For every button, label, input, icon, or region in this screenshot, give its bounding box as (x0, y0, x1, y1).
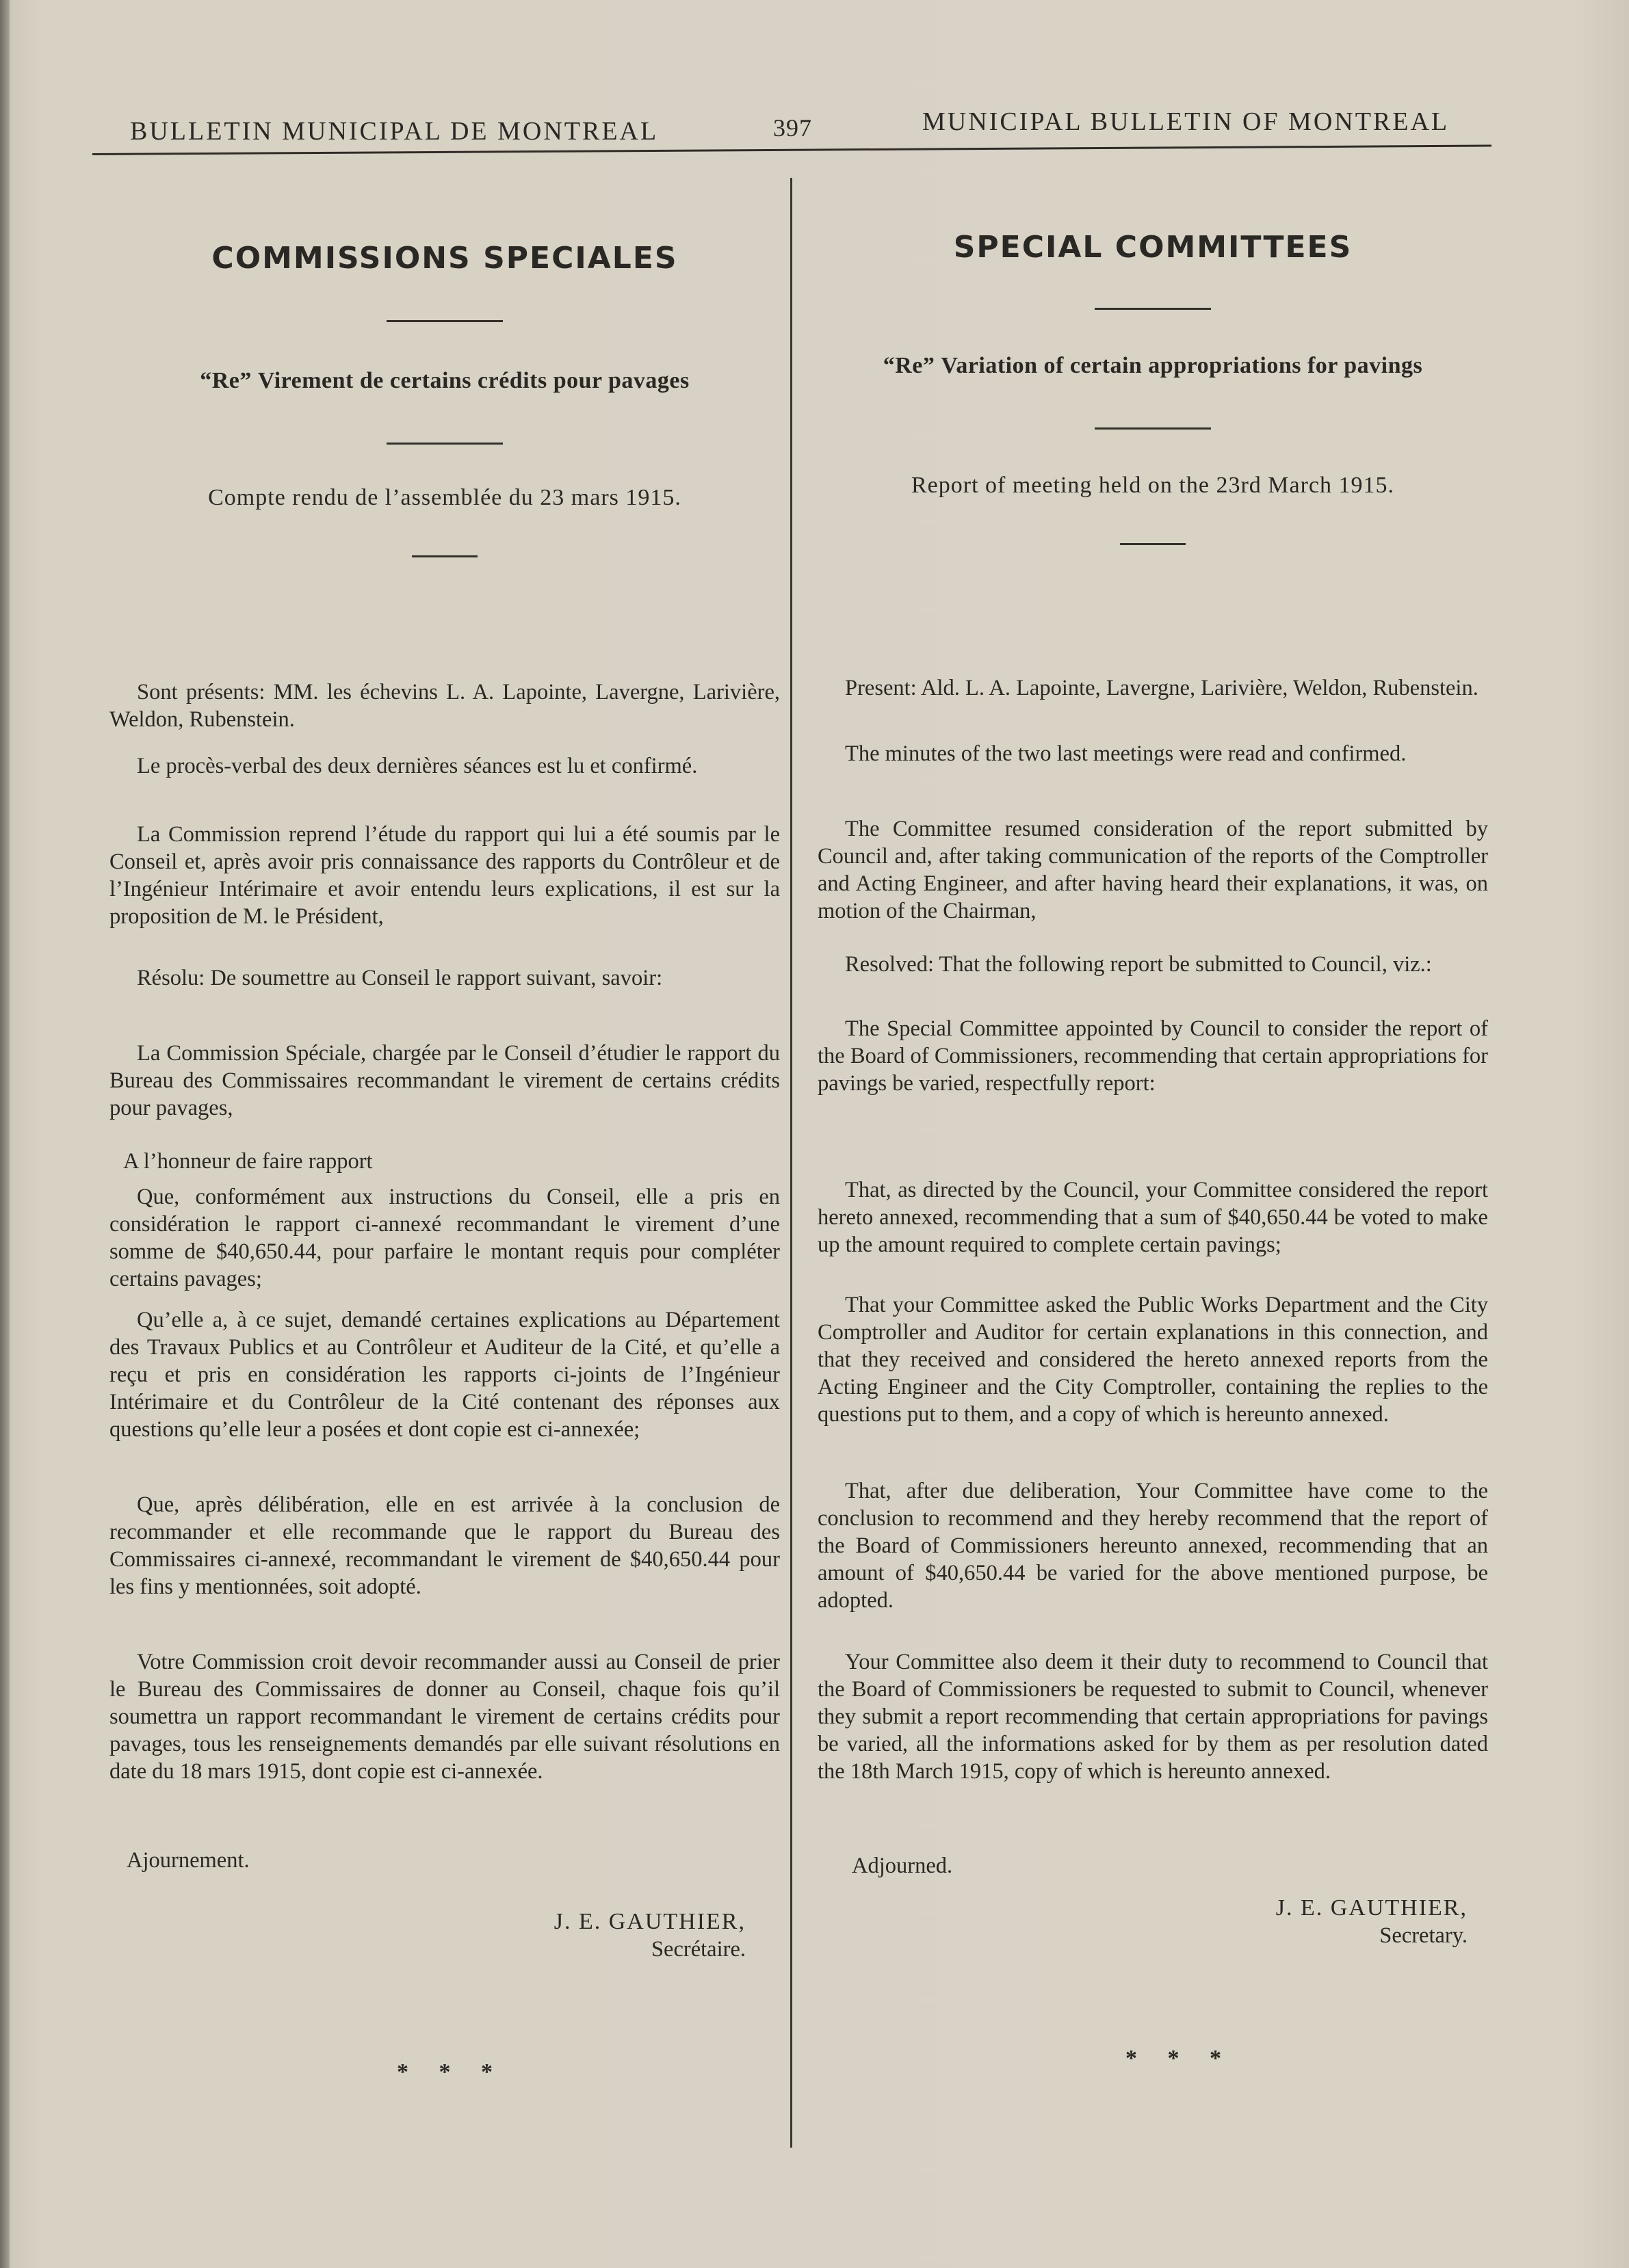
french-adjournment: Ajournement. (127, 1848, 250, 1873)
english-that-paragraph-2: That your Committee asked the Public Works Department and the City Comptroller and Auditor for certain explanations in this connection, and that they received and considered the hereto annexed reports from the Acting Engineer and the City Comptroller, containing the replies to the questions put to them, and a copy of which is hereunto annexed. (818, 1293, 1488, 1427)
english-subtitle (818, 352, 1488, 380)
french-meeting-line: Compte rendu de l’assemblée du 23 mars 1915. (208, 485, 681, 510)
page-number: 397 (773, 114, 812, 142)
french-special-commission: La Commission Spéciale, chargée par le Conseil d’étudier le rapport du Bureau des Commissaires recommandant le virement de certains crédits pour pavages, (109, 1041, 780, 1120)
english-minutes: The minutes of the two last meetings were read and confirmed. (845, 741, 1407, 766)
french-subtitle (109, 367, 780, 395)
heading-rule (1095, 308, 1211, 310)
signature-name: J. E. GAUTHIER, (553, 1909, 746, 1934)
subtitle-rule (1095, 427, 1211, 430)
meeting-rule (412, 555, 478, 557)
english-adjournment: Adjourned. (852, 1854, 953, 1878)
french-column (109, 205, 780, 2085)
french-resolu: Résolu: De soumettre au Conseil le rapport suivant, savoir: (137, 966, 663, 990)
french-que-paragraph-3: Que, après délibération, elle en est arrivée à la conclusion de recommander et elle recommande que le rapport du Bureau des Commissaires ci-annexé, recommandant le virement de $40,650.44 pour les fins y mentionnées, soit adopté. (109, 1492, 780, 1599)
subtitle-quote: “Re” (200, 368, 252, 393)
english-also-paragraph: Your Committee also deem it their duty to recommend to Council that the Board of Commissioners be requested to submit to Council, whenever they submit a report recommending that certain appropriations for pavings be varied, all the informations asked for by them as per resolution dated the 18th March 1915, copy of which is hereunto annexed. (818, 1650, 1488, 1784)
french-honneur: A l’honneur de faire rapport (123, 1149, 373, 1174)
english-signature (1201, 1895, 1468, 1949)
english-heading: SPECIAL COMMITTEES (953, 230, 1353, 265)
french-present: Sont présents: MM. les échevins L. A. Lapointe, Lavergne, Larivière, Weldon, Rubenstein. (109, 680, 780, 732)
french-commission-paragraph: La Commission reprend l’étude du rapport qui lui a été soumis par le Conseil et, après avoir pris connaissance des rapports du Contrôleur et de l’Ingénieur Intérimaire et avoir entendu leurs explications, il est sur la proposition de M. le Président, (109, 822, 780, 929)
french-minutes: Le procès-verbal des deux dernières séances est lu et confirmé. (137, 754, 698, 778)
french-signature (493, 1908, 746, 1963)
english-special-committee: The Special Committee appointed by Council to consider the report of the Board of Commissioners, recommending that certain appropriations for pavings be varied, respectfully report: (818, 1016, 1488, 1096)
header-english-title: MUNICIPAL BULLETIN OF MONTREAL (922, 107, 1450, 136)
english-meeting-line: Report of meeting held on the 23rd March 1915. (911, 473, 1394, 498)
section-end-stars: * * * (1125, 2046, 1234, 2071)
signature-name: J. E. GAUTHIER, (1275, 1895, 1468, 1921)
subtitle-quote: “Re” (883, 353, 935, 378)
signature-title: Secrétaire. (651, 1937, 746, 1962)
english-resolved: Resolved: That the following report be submitted to Council, viz.: (845, 952, 1432, 977)
french-que-paragraph-2: Qu’elle a, à ce sujet, demandé certaines explications au Département des Travaux Publics et au Contrôleur et Auditeur de la Cité, et qu’elle a reçu et pris en considération les rapports ci-joints de l’Ingénieur Intérimaire et du Contrôleur de la Cité contenant des réponses aux questions qu’elle leur a posées et dont copie est ci-annexée; (109, 1308, 780, 1442)
english-present: Present: Ald. L. A. Lapointe, Lavergne, Larivière, Weldon, Rubenstein. (845, 676, 1478, 700)
page-binding-edge (0, 0, 10, 2268)
meeting-rule (1120, 543, 1186, 545)
french-votre-commission: Votre Commission croit devoir recommander aussi au Conseil de prier le Bureau des Commissaires de donner au Conseil, chaque fois qu’il soumettra un rapport recommandant le virement de certains crédits pour pavages, tous les renseignements demandés par elle suivant résolutions en date du 18 mars 1915, dont copie est ci-annexée. (109, 1650, 780, 1784)
subtitle-text: Virement de certains crédits pour pavages (257, 368, 690, 393)
french-que-paragraph-1: Que, conformément aux instructions du Conseil, elle a pris en considération le rapport ci-annexé recommandant le virement d’une somme de $40,650.44, pour parfaire le montant requis pour compléter certains pavages; (109, 1185, 780, 1291)
subtitle-rule (387, 443, 503, 445)
subtitle-text: Variation of certain appropriations for pavings (941, 353, 1423, 378)
english-that-paragraph-1: That, as directed by the Council, your Committee considered the report hereto annexed, recommending that a sum of $40,650.44 be voted to make up the amount required to complete certain pavings; (818, 1178, 1488, 1257)
english-column (818, 205, 1488, 2071)
english-that-paragraph-3: That, after due deliberation, Your Committee have come to the conclusion to recommend and they hereby recommend that the report of the Board of Commissioners hereunto annexed, recommending that an amount of $40,650.44 be varied for the above mentioned purpose, be adopted. (818, 1479, 1488, 1613)
french-heading: COMMISSIONS SPECIALES (211, 241, 678, 276)
signature-title: Secretary. (1379, 1923, 1468, 1948)
header-french-title: BULLETIN MUNICIPAL DE MONTREAL (130, 117, 659, 146)
section-end-stars: * * * (397, 2059, 505, 2085)
heading-rule (387, 320, 503, 322)
english-committee-paragraph: The Committee resumed consideration of the report submitted by Council and, after taking communication of the reports of the Comptroller and Acting Engineer, and after having heard their explanations, it was, on motion of the Chairman, (818, 817, 1488, 923)
